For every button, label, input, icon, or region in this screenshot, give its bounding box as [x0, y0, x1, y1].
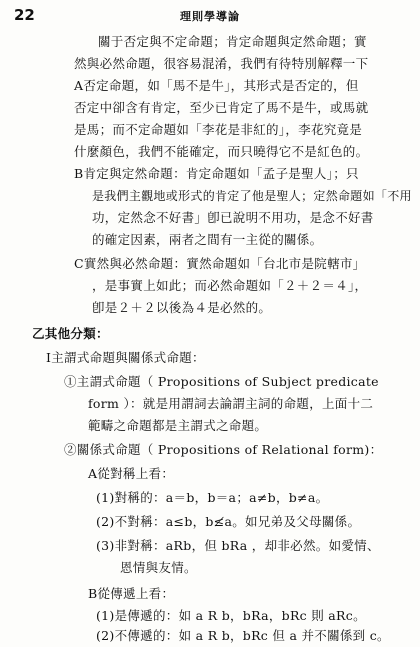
- text-line: B肯定與定然命題：肯定命題如「孟子是聖人」；只: [74, 166, 359, 181]
- text-line: 什麼顏色，我們不能確定，而只曉得它不是紅色的。: [74, 144, 369, 159]
- text-line: 是我們主觀地或形式的肯定了他是聖人；定然命題如「不用: [92, 189, 412, 203]
- subsection-heading: Ⅰ主謂式命題與關係式命題：: [46, 350, 205, 365]
- running-title: 理則學導論: [180, 10, 240, 23]
- text-line: 卽是２＋２以後為４是必然的。: [92, 300, 272, 315]
- text-line: ，是事實上如此；而必然命題如「２＋２＝４」，: [92, 278, 368, 293]
- text-line: (3)非對稱：aRb，但 bRa ，却非必然。如愛情、: [96, 538, 380, 553]
- text-line: ②關係式命題（ Propositions of Relational form)：: [64, 442, 383, 457]
- page-header: [0, 4, 420, 26]
- page-number: 22: [14, 6, 35, 24]
- text-line: 否定中卻含有肯定，至少已肯定了馬不是牛，或馬就: [74, 100, 369, 115]
- text-line: 恩情與友情。: [120, 560, 197, 575]
- text-line: 關于否定與不定命題；肯定命題與定然命題；實: [98, 34, 367, 49]
- section-heading: 乙其他分類：: [32, 326, 109, 341]
- text-line: (1)是傳遞的：如 a R b，bRa，bRc 則 aRc。: [96, 608, 366, 623]
- text-line: ①主謂式命題（ Propositions of Subject predicate: [64, 374, 379, 389]
- text-line: (2)不對稱：a≤b，b≰a。如兄弟及父母關係。: [96, 514, 361, 529]
- text-line: A從對稱上看：: [88, 466, 175, 481]
- text-line: 是馬；而不定命題如「李花是非紅的」，李花究竟是: [74, 122, 363, 137]
- text-line: B從傳遞上看：: [88, 586, 175, 601]
- text-line: (1)對稱的：a＝b，b＝a；a≠b，b≠a。: [96, 490, 329, 505]
- text-line: 範疇之命題都是主謂式之命題。: [88, 418, 268, 433]
- text-line: C實然與必然命題：實然命題如「台北市是院轄市」: [74, 256, 366, 271]
- text-line: (2)不傳遞的：如 a R b，bRc 但 a 并不關係到 c。: [96, 628, 390, 643]
- text-line: 然與必然命題，很容易混淆，我們有待特別解釋一下: [74, 56, 369, 71]
- text-line: 功，定然念不好書」卽已說明不用功，是念不好書: [92, 210, 374, 225]
- text-line: A否定命題，如「馬不是牛」，其形式是否定的，但: [74, 78, 359, 93]
- text-line: 的確定因素，兩者之間有一主從的關係。: [92, 232, 323, 247]
- text-line: form ）：就是用謂詞去論謂主詞的命題，上面十二: [88, 396, 374, 411]
